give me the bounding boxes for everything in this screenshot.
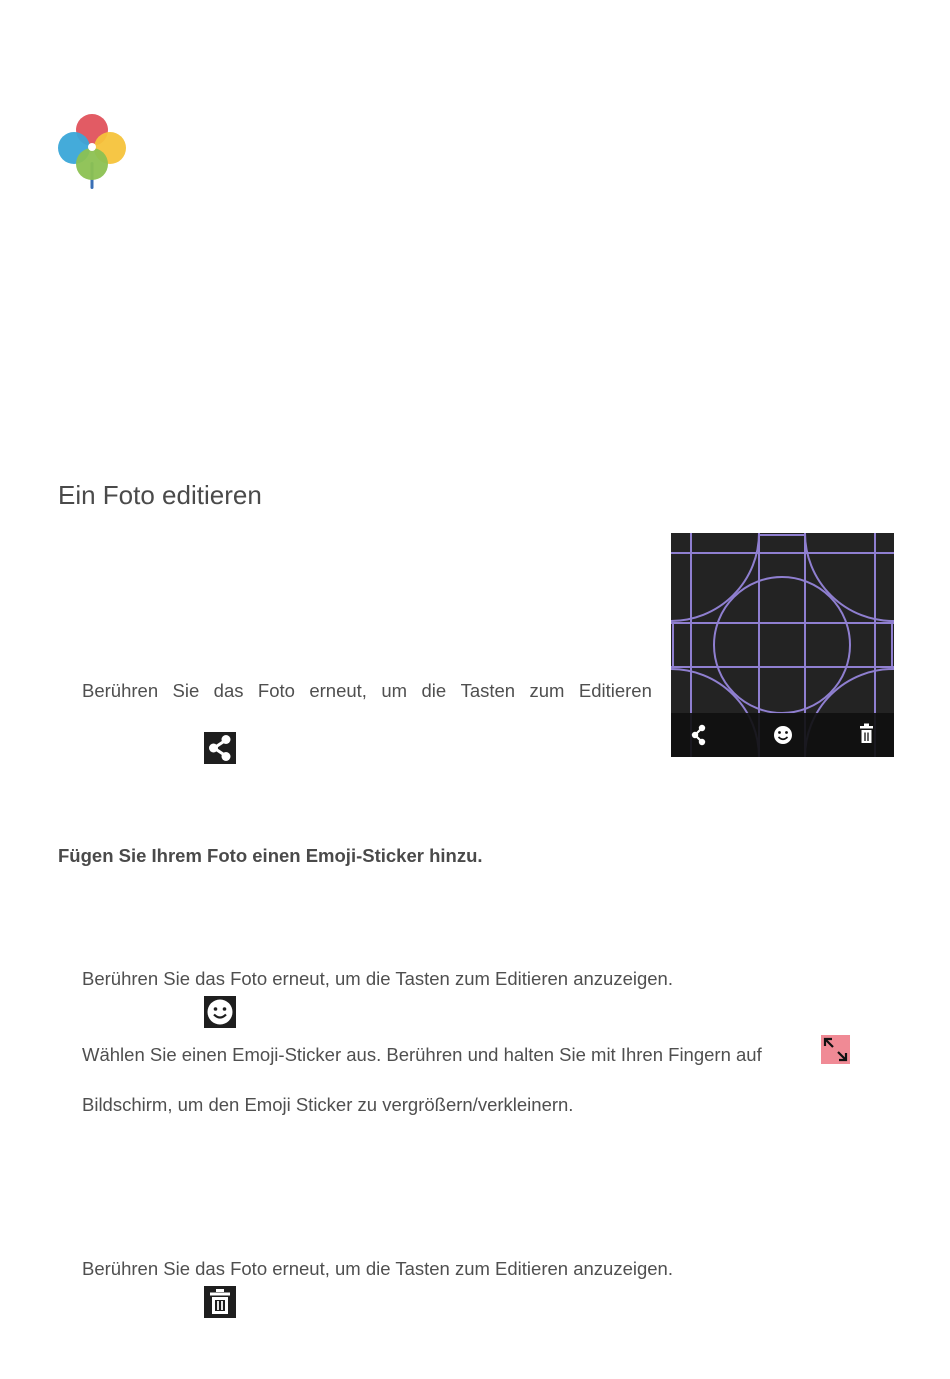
word: um — [381, 680, 408, 701]
toolbar-trash-icon[interactable] — [860, 724, 873, 744]
trash-icon — [204, 1286, 236, 1318]
word: Berühren — [82, 680, 159, 701]
emoji-icon — [204, 996, 236, 1028]
word: Sie — [172, 680, 200, 701]
paragraph-instruction-4: Bildschirm, um den Emoji Sticker zu vergrößern/verkleinern. — [82, 1094, 574, 1115]
word: das — [213, 680, 244, 701]
resize-icon — [821, 1035, 850, 1064]
photo-preview[interactable] — [671, 533, 894, 757]
subheading-emoji-sticker: Fügen Sie Ihrem Foto einen Emoji-Sticker hinzu. — [58, 845, 483, 866]
word: erneut, — [309, 680, 367, 701]
word: Editieren — [578, 680, 652, 701]
section-title: Ein Foto editieren — [58, 480, 262, 510]
paragraph-instruction-1 — [82, 680, 652, 702]
photos-app-logo-icon — [56, 112, 128, 192]
share-icon — [204, 732, 236, 764]
word: Tasten — [460, 680, 516, 701]
toolbar-emoji-icon[interactable] — [774, 726, 792, 744]
paragraph-instruction-2: Berühren Sie das Foto erneut, um die Tasten zum Editieren anzuzeigen. — [82, 968, 673, 989]
paragraph-instruction-5: Berühren Sie das Foto erneut, um die Tasten zum Editieren anzuzeigen. — [82, 1258, 673, 1279]
word: die — [421, 680, 447, 701]
paragraph-instruction-3: Wählen Sie einen Emoji-Sticker aus. Berühren und halten Sie mit Ihren Fingern auf — [82, 1044, 762, 1065]
word: zum — [529, 680, 565, 701]
word: Foto — [257, 680, 295, 701]
